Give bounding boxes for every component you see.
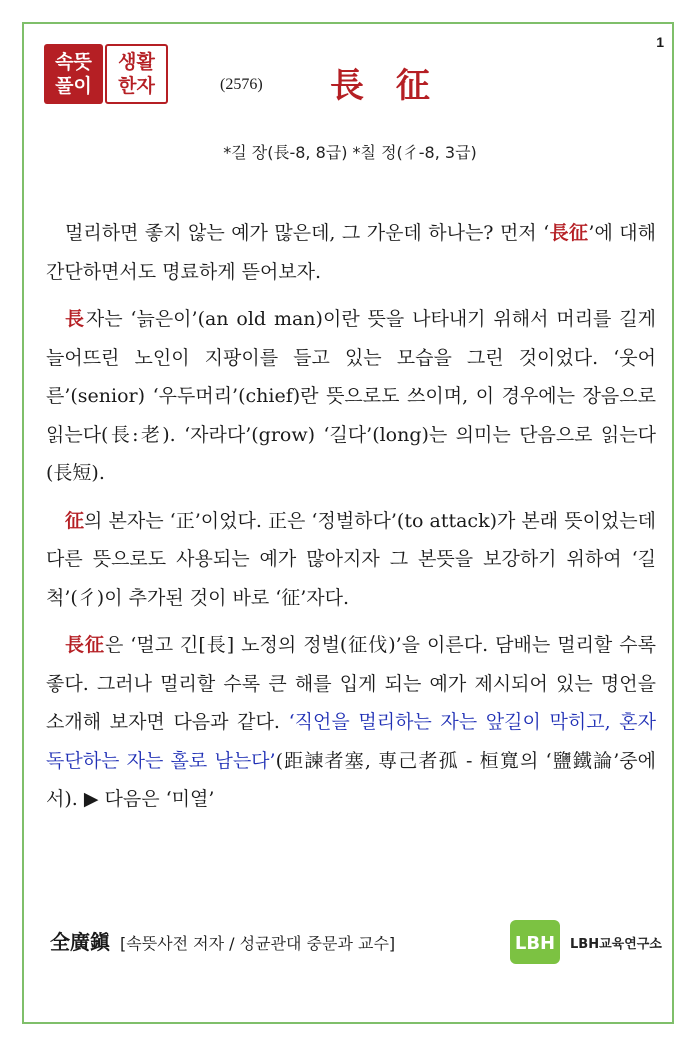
text-run: ’에 대해 간단하면서도 명료하게 뜯어보자. <box>46 222 656 283</box>
org-logo <box>508 916 662 968</box>
highlight-term: 長征 <box>65 634 105 656</box>
article-code: (2576) <box>220 76 263 93</box>
logo-text: 풀이 <box>55 75 92 97</box>
highlight-term: 長 <box>65 308 86 330</box>
author-name: 全廣鎭 <box>50 930 110 954</box>
paragraph <box>46 300 656 493</box>
article-body <box>46 214 656 828</box>
logo-right-block <box>105 44 168 104</box>
text-run: 멀리하면 좋지 않는 예가 많은데, 그 가운데 하나는? 먼저 ‘ <box>65 222 550 244</box>
author-affiliation: [속뜻사전 저자 / 성균관대 중문과 교수] <box>120 934 396 953</box>
character-subtitle: *길 장(長-8, 8급) *칠 정(彳-8, 3급) <box>223 143 477 162</box>
author-footer <box>50 926 395 955</box>
quote-text: ‘직언을 멀리하는 자는 앞길이 막히고, 혼자 독단하는 자는 홀로 남는다’ <box>46 711 657 772</box>
logo-left-block <box>44 44 103 104</box>
page-number: 1 <box>656 34 664 50</box>
logo-letters: LBH <box>514 933 556 954</box>
logo-text: 한자 <box>118 75 155 97</box>
logo-text: 속뜻 <box>55 51 92 73</box>
highlight-term: 長征 <box>549 222 589 244</box>
logo-text: 생활 <box>118 51 155 73</box>
highlight-term: 征 <box>65 509 85 532</box>
text-run: 은 ‘멀고 긴[長] 노정의 정벌(征伐)’을 이른다. 담배는 멀리할 수록 좋다. 그러나 멀리할 수록 큰 해를 입게 되는 예가 제시되어 있는 명언을 소개해 보자면 다음과 같다. <box>46 634 656 733</box>
text-run: 자는 ‘늙은이’(an old man)이란 뜻을 나타내기 위해서 머리를 길게 늘어뜨린 노인이 지팡이를 들고 있는 모습을 그린 것이었다. ‘웃어른’(senior) ‘우두머리’(chief)란 뜻으로도 쓰이며, 이 경우에는 장음으로 읽는다(長:老). ‘자라다’(grow) ‘길다’(long)는 의미는 단음으로 읽는다(長短). <box>46 308 656 484</box>
text-run: (距諫者塞, 専己者孤 - 桓寬의 ‘鹽鐵論’중에서). ▶ 다음은 ‘미열’ <box>46 749 656 810</box>
page-title: 長 征 <box>330 66 440 106</box>
paragraph <box>46 502 656 618</box>
org-name: LBH교육연구소 <box>570 936 662 952</box>
paragraph <box>46 626 656 819</box>
paragraph <box>46 214 656 291</box>
lbh-logo-icon <box>508 916 564 968</box>
series-logo <box>44 44 168 104</box>
text-run: 의 본자는 ‘正’이었다. 正은 ‘정벌하다’(to attack)가 본래 뜻이었는데 다른 뜻으로도 사용되는 예가 많아지자 그 본뜻을 보강하기 위하여 ‘길 척’(彳)이 추가된 것이 바로 ‘征’자다. <box>46 509 656 609</box>
